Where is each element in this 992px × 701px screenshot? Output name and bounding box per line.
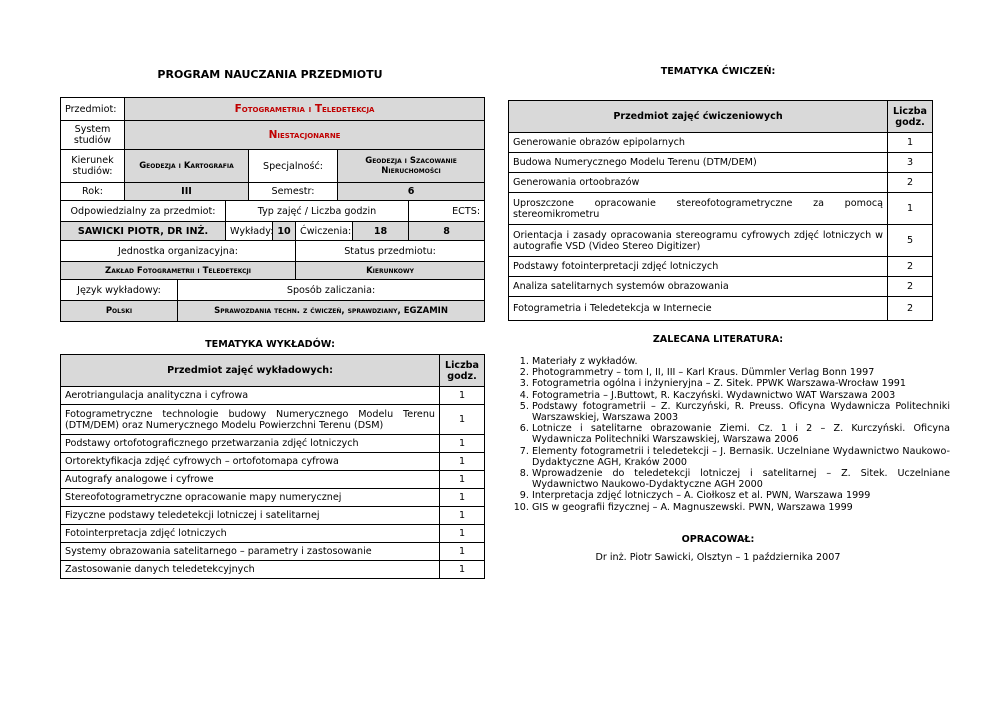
topic-cell: Fotointerpretacja zdjęć lotniczych <box>61 525 440 543</box>
status-value: Kierunkowy <box>296 262 485 280</box>
cwiczenia-col-subject: Przedmiot zajęć ćwiczeniowych <box>509 101 888 133</box>
wyklady-heading: TEMATYKA WYKŁADÓW: <box>205 339 335 350</box>
hours-cell: 1 <box>440 435 485 453</box>
table-row <box>509 173 933 193</box>
literatura-list <box>508 356 950 513</box>
hours-cell: 1 <box>888 133 933 153</box>
table-row <box>61 387 485 405</box>
topic-cell: Podstawy fotointerpretacji zdjęć lotniczych <box>509 257 888 277</box>
wyklady-value: 10 <box>273 222 296 241</box>
rok-label: Rok: <box>61 183 125 201</box>
program-heading: PROGRAM NAUCZANIA PRZEDMIOTU <box>157 68 383 81</box>
course-info-table <box>60 97 485 322</box>
topic-cell: Budowa Numerycznego Modelu Terenu (DTM/DEM) <box>509 153 888 173</box>
hours-cell: 1 <box>440 525 485 543</box>
list-item: 6. Lotnicze i satelitarne obrazowanie Ziemi. Cz. 1 i 2 – Z. Kurczyński. Oficyna Wydawnicza Politechniki Warszawskiej, Warszawa 2006 <box>532 423 950 445</box>
kierunek-value: Geodezja i Kartografia <box>125 150 249 183</box>
topic-cell: Fizyczne podstawy teledetekcji lotniczej i satelitarnej <box>61 507 440 525</box>
list-item: 5. Podstawy fotogrametrii – Z. Kurczyński, R. Preuss. Oficyna Wydawnicza Politechniki Warszawskiej, Warszawa 2003 <box>532 401 950 423</box>
topic-cell: Stereofotogrametryczne opracowanie mapy numerycznej <box>61 489 440 507</box>
cwiczenia-header-row <box>509 101 933 133</box>
list-item: 3. Fotogrametria ogólna i inżynieryjna – Z. Sitek. PPWK Warszawa-Wrocław 1991 <box>532 378 950 389</box>
system-label: System studiów <box>61 121 125 150</box>
topic-cell: Generowanie obrazów epipolarnych <box>509 133 888 153</box>
cwiczenia-value: 18 <box>353 222 409 241</box>
wyklady-label: Wykłady: <box>226 222 273 241</box>
table-row <box>509 257 933 277</box>
hours-cell: 1 <box>440 489 485 507</box>
cwiczenia-col-hours: Liczba godz. <box>888 101 933 133</box>
table-row <box>61 507 485 525</box>
ects-value: 8 <box>409 222 485 241</box>
wyklady-col-hours: Liczba godz. <box>440 355 485 387</box>
hours-cell: 5 <box>888 225 933 257</box>
topic-cell: Fotogrametryczne technologie budowy Numerycznego Modelu Terenu (DTM/DEM) oraz Numerycznego Modelu Powierzchni Terenu (DSM) <box>61 405 440 435</box>
typ-label: Typ zajęć / Liczba godzin <box>226 201 409 222</box>
system-value: Niestacjonarne <box>125 121 485 150</box>
topic-cell: Analiza satelitarnych systemów obrazowania <box>509 277 888 297</box>
hours-cell: 1 <box>440 453 485 471</box>
topic-cell: Systemy obrazowania satelitarnego – parametry i zastosowanie <box>61 543 440 561</box>
table-row <box>61 525 485 543</box>
wyklady-header-row <box>61 355 485 387</box>
hours-cell: 1 <box>440 387 485 405</box>
list-item: 2. Photogrammetry – tom I, II, III – Karl Kraus. Dümmler Verlag Bonn 1997 <box>532 367 950 378</box>
hours-cell: 2 <box>888 173 933 193</box>
list-item: 1. Materiały z wykładów. <box>532 356 950 367</box>
jednostka-label: Jednostka organizacyjna: <box>61 241 296 262</box>
list-item: 9. Interpretacja zdjęć lotniczych – A. Ciołkosz et al. PWN, Warszawa 1999 <box>532 490 950 501</box>
opracowal-heading: OPRACOWAŁ: <box>681 534 755 545</box>
topic-cell: Ortorektyfikacja zdjęć cyfrowych – ortofotomapa cyfrowa <box>61 453 440 471</box>
jednostka-value: Zakład Fotogrametrii i Teledetekcji <box>61 262 296 280</box>
topic-cell: Autografy analogowe i cyfrowe <box>61 471 440 489</box>
hours-cell: 1 <box>440 471 485 489</box>
hours-cell: 1 <box>440 561 485 579</box>
specjalnosc-label: Specjalność: <box>249 150 338 183</box>
table-row <box>509 133 933 153</box>
wyklady-table <box>60 354 485 579</box>
list-item: 8. Wprowadzenie do teledetekcji lotniczej i satelitarnej – Z. Sitek. Uczelniane Wydawnictwo Naukowo-Dydaktyczne AGH 2000 <box>532 468 950 490</box>
table-row <box>61 543 485 561</box>
cwiczenia-heading: TEMATYKA ĆWICZEŃ: <box>660 66 776 77</box>
jezyk-value: Polski <box>61 301 178 322</box>
list-item: 7. Elementy fotogrametrii i teledetekcji – J. Bernasik. Uczelniane Wydawnictwo Naukowo-Dydaktyczne AGH, Kraków 2000 <box>532 446 950 468</box>
jezyk-label: Język wykładowy: <box>61 280 178 301</box>
hours-cell: 3 <box>888 153 933 173</box>
table-row <box>509 297 933 321</box>
topic-cell: Uproszczone opracowanie stereofotogrametryczne za pomocą stereomikrometru <box>509 193 888 225</box>
table-row <box>61 453 485 471</box>
topic-cell: Orientacja i zasady opracowania stereogramu cyfrowych zdjęć lotniczych w autografie VSD (Video Stereo Digitizer) <box>509 225 888 257</box>
ects-label: ECTS: <box>409 201 485 222</box>
table-row <box>61 489 485 507</box>
topic-cell: Generowania ortoobrazów <box>509 173 888 193</box>
kierunek-label: Kierunek studiów: <box>61 150 125 183</box>
hours-cell: 1 <box>440 507 485 525</box>
hours-cell: 1 <box>440 543 485 561</box>
table-row <box>61 561 485 579</box>
przedmiot-label: Przedmiot: <box>61 98 125 121</box>
hours-cell: 2 <box>888 257 933 277</box>
table-row <box>509 277 933 297</box>
status-label: Status przedmiotu: <box>296 241 485 262</box>
table-row <box>61 435 485 453</box>
table-row <box>61 405 485 435</box>
przedmiot-value: Fotogrametria i Teledetekcja <box>125 98 485 121</box>
specjalnosc-value: Geodezja i Szacowanie Nieruchomości <box>338 150 485 183</box>
hours-cell: 2 <box>888 297 933 321</box>
table-row <box>61 471 485 489</box>
hours-cell: 1 <box>440 405 485 435</box>
topic-cell: Zastosowanie danych teledetekcyjnych <box>61 561 440 579</box>
hours-cell: 2 <box>888 277 933 297</box>
hours-cell: 1 <box>888 193 933 225</box>
semestr-value: 6 <box>338 183 485 201</box>
sposob-label: Sposób zaliczania: <box>178 280 485 301</box>
opracowal-text: Dr inż. Piotr Sawicki, Olsztyn – 1 października 2007 <box>595 552 841 563</box>
topic-cell: Aerotriangulacja analityczna i cyfrowa <box>61 387 440 405</box>
list-item: 4. Fotogrametria – J.Buttowt, R. Kaczyński. Wydawnictwo WAT Warszawa 2003 <box>532 390 950 401</box>
cwiczenia-label: Ćwiczenia: <box>296 222 353 241</box>
table-row <box>509 193 933 225</box>
semestr-label: Semestr: <box>249 183 338 201</box>
table-row <box>509 225 933 257</box>
topic-cell: Fotogrametria i Teledetekcja w Internecie <box>509 297 888 321</box>
rok-value: III <box>125 183 249 201</box>
table-row <box>509 153 933 173</box>
wyklady-col-subject: Przedmiot zajęć wykładowych: <box>61 355 440 387</box>
topic-cell: Podstawy ortofotograficznego przetwarzania zdjęć lotniczych <box>61 435 440 453</box>
literatura-heading: ZALECANA LITERATURA: <box>652 334 784 345</box>
odpowiedzialny-label: Odpowiedzialny za przedmiot: <box>61 201 226 222</box>
osoba-value: SAWICKI PIOTR, DR INŻ. <box>61 222 226 241</box>
list-item: 10. GIS w geografii fizycznej – A. Magnuszewski. PWN, Warszawa 1999 <box>532 502 950 513</box>
sposob-value: Sprawozdania techn. z ćwiczeń, sprawdziany, EGZAMIN <box>178 301 485 322</box>
cwiczenia-table <box>508 100 933 321</box>
